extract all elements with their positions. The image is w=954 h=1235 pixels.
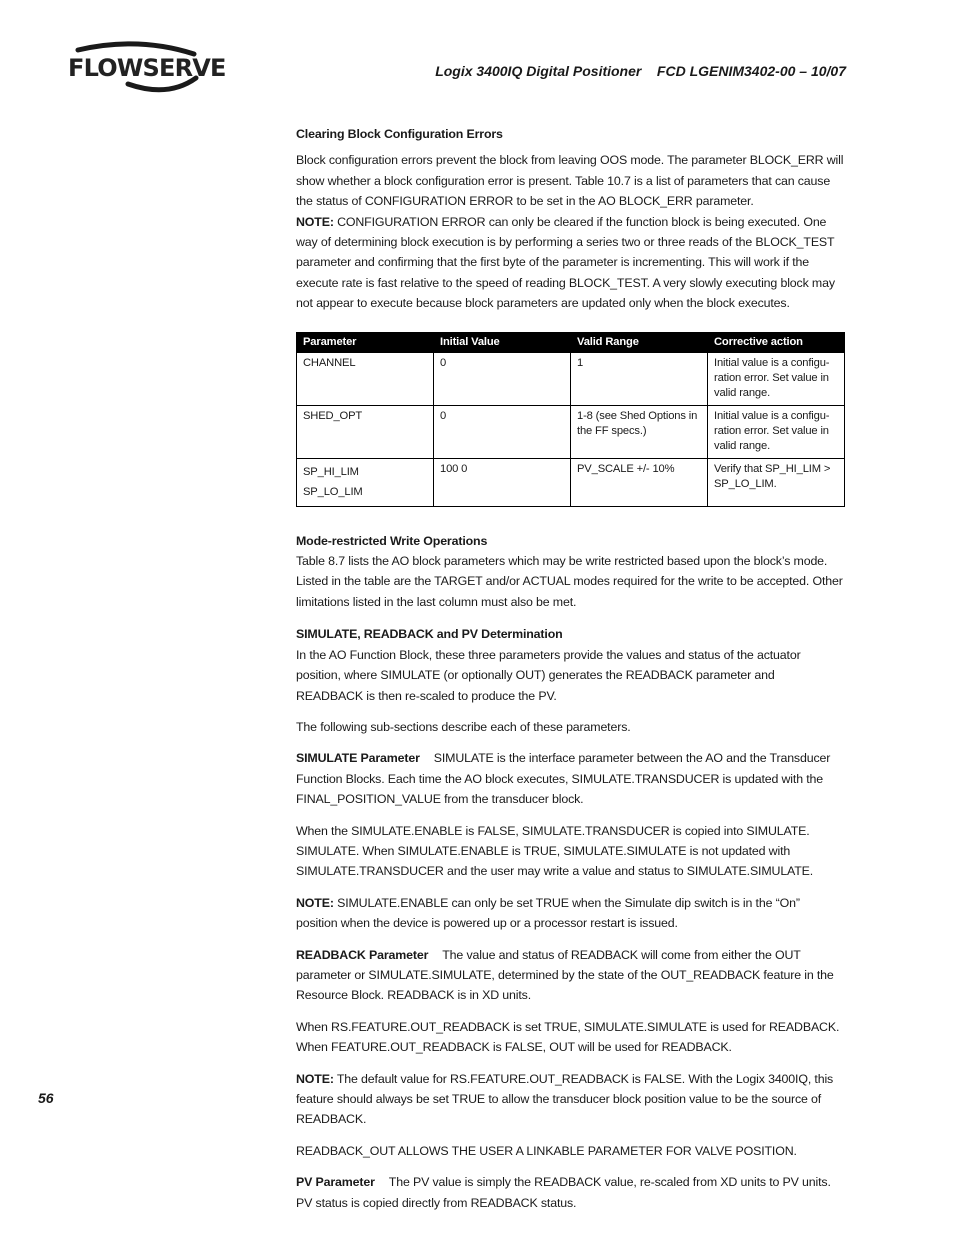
paragraph-ao-function: In the AO Function Block, these three parameters provide the values and status of the actuator position, where SIMULATE (or optionally OUT) generates the READBACK parameter and READBACK is then re-scaled to produce the PV. — [296, 647, 801, 703]
table-cell — [297, 458, 434, 506]
flowserve-logo — [68, 40, 226, 96]
note-label: NOTE: — [296, 895, 334, 910]
paragraph-pv-parameter — [296, 1172, 844, 1213]
paragraph-simulate-parameter — [296, 748, 844, 809]
note-label: NOTE: — [296, 214, 334, 229]
table-cell: 0 — [434, 352, 571, 405]
table-cell: CHANNEL — [297, 352, 434, 405]
main-content — [296, 124, 844, 1213]
paragraph-subsections: The following sub-sections describe each of these parameters. — [296, 719, 631, 734]
section-heading-clearing-errors: Clearing Block Configuration Errors — [296, 127, 503, 141]
config-error-table — [296, 332, 845, 507]
paragraph-block-config — [296, 150, 844, 313]
paragraph-note-readback — [296, 1069, 844, 1130]
table-cell: Initial value is a configu-ration error. Set value in valid range. — [708, 352, 845, 405]
table-cell: 0 — [434, 405, 571, 458]
col-header-valid-range: Valid Range — [571, 332, 708, 352]
table-cell: 1 — [571, 352, 708, 405]
table-row — [297, 458, 845, 506]
document-header-title: Logix 3400IQ Digital Positioner FCD LGENIM3402-00 – 10/07 — [435, 63, 846, 79]
readback-label: READBACK Parameter — [296, 947, 429, 962]
note-text: The default value for RS.FEATURE.OUT_READBACK is FALSE. With the Logix 3400IQ, this feature should always be set TRUE to allow the transducer block position value to be the source of READBACK. — [296, 1071, 834, 1127]
readback-text: The value and status of READBACK will come from either the OUT parameter or SIMULATE.SIMULATE, determined by the state of the OUT_READBACK feature in the Resource Block. READBACK is in XD units. — [296, 947, 834, 1003]
col-header-parameter: Parameter — [297, 332, 434, 352]
page-number: 56 — [38, 1090, 54, 1106]
paragraph-text: Block configuration errors prevent the block from leaving OOS mode. The parameter BLOCK_ERR will show whether a block configuration error is present. Table 10.7 is a list of parameters that can cause the status of CONFIGURATION ERROR to be set in the AO BLOCK_ERR parameter. — [296, 153, 844, 209]
paragraph-mode-restricted: Table 8.7 lists the AO block parameters which may be write restricted based upon the block’s mode. Listed in the table are the TARGET and/or ACTUAL modes required for the write to be accepted. Other limitations listed in the last column must also be met. — [296, 554, 843, 609]
table-row — [297, 352, 845, 405]
paragraph-simulate-enable: When the SIMULATE.ENABLE is FALSE, SIMULATE.TRANSDUCER is copied into SIMULATE. SIMULATE. When SIMULATE.ENABLE is TRUE, SIMULATE.SIMULATE is not updated with SIMULATE.TRANSDUCER and the user may write a value and status to SIMULATE.SIMULATE. — [296, 823, 814, 879]
cell-line: SP_HI_LIM — [303, 465, 359, 478]
simulate-text: SIMULATE is the interface parameter between the AO and the Transducer Function Blocks. Each time the AO block executes, SIMULATE.TRANSDUCER is updated with the FINAL_POSITION_VALUE from the transducer block. — [296, 751, 831, 807]
table-header-row — [297, 332, 845, 352]
paragraph-readback-out: READBACK_OUT ALLOWS THE USER A LINKABLE PARAMETER FOR VALVE POSITION. — [296, 1143, 797, 1158]
table-cell: PV_SCALE +/- 10% — [571, 458, 708, 506]
pv-label: PV Parameter — [296, 1175, 375, 1190]
table-cell: SHED_OPT — [297, 405, 434, 458]
table-cell: 1-8 (see Shed Options in the FF specs.) — [571, 405, 708, 458]
note-text: CONFIGURATION ERROR can only be cleared if the function block is being executed. One way of determining block execution is by performing a series two or three reads of the BLOCK_TEST parameter and confirming that the first byte of the parameter is incrementing. This will work if the execute rate is fast relative to the speed of reading BLOCK_TEST. A very slowly executing block may not appear to execute because block parameters are updated only when the block executes. — [296, 214, 835, 311]
cell-line: SP_LO_LIM — [303, 485, 363, 498]
pv-text: The PV value is simply the READBACK value, re-scaled from XD units to PV units. PV status is copied directly from READBACK status. — [296, 1175, 831, 1210]
logo-wordmark: FLOWSERVE — [68, 54, 226, 82]
paragraph-readback-parameter — [296, 945, 844, 1006]
section-heading-mode-restricted: Mode-restricted Write Operations — [296, 533, 488, 548]
paragraph-readback-feature: When RS.FEATURE.OUT_READBACK is set TRUE, SIMULATE.SIMULATE is used for READBACK. When FEATURE.OUT_READBACK is FALSE, OUT will be used for READBACK. — [296, 1019, 840, 1055]
simulate-label: SIMULATE Parameter — [296, 751, 420, 766]
paragraph-note-simulate — [296, 893, 844, 934]
table-cell: Verify that SP_HI_LIM > SP_LO_LIM. — [708, 458, 845, 506]
table-cell: Initial value is a configu-ration error. Set value in valid range. — [708, 405, 845, 458]
col-header-corrective-action: Corrective action — [708, 332, 845, 352]
col-header-initial-value: Initial Value — [434, 332, 571, 352]
section-heading-simulate: SIMULATE, READBACK and PV Determination — [296, 627, 563, 642]
note-label: NOTE: — [296, 1071, 334, 1086]
table-row — [297, 405, 845, 458]
note-text: SIMULATE.ENABLE can only be set TRUE when the Simulate dip switch is in the “On” position when the device is powered up or a processor restart is issued. — [296, 895, 800, 931]
table-cell: 100 0 — [434, 458, 571, 506]
